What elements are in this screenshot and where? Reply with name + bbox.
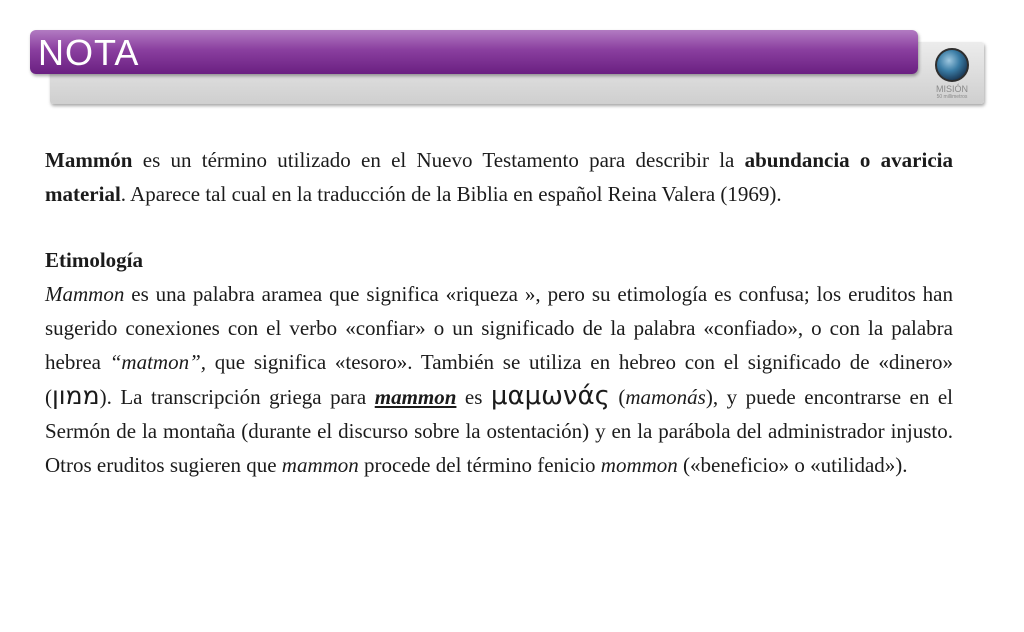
logo-subtitle: 50 millimetros [936,94,968,100]
page-title: NOTA [38,32,140,73]
intro-paragraph: Mammón es un término utilizado en el Nuevo Testamento para describir la abundancia o avaricia material. Aparece tal cual en la traducción de la Biblia en español Reina Valera (1969). [45,148,953,206]
term-abundance: abundancia o avaricia material [45,148,953,206]
etymology-paragraph: Mammon es una palabra aramea que significa «riqueza », pero su etimología es confusa; los eruditos han sugerido conexiones con el verbo «confiar» o un significado de la palabra «confiado», o con la palabra hebrea “matmon”, que significa «tesoro». También se utiliza en hebreo con el significado de «dinero» (ממון). La transcripción griega para mammon es μαμωνάς (mamonás), y puede encontrarse en el Sermón de la montaña (durante el discurso sobre la ostentación) y en la parábola del administrador injusto. Otros eruditos sugieren que mammon procede del término fenicio mommon («beneficio» o «utilidad»). [45,282,954,477]
globe-icon [935,48,969,82]
mision-logo [926,46,978,100]
hebrew-word: ממון [52,381,100,410]
header-banner [30,30,918,74]
greek-word: μαμωνάς [490,381,610,411]
term-mammon: Mammón [45,148,133,172]
etymology-heading: Etimología [45,248,143,272]
logo-name: MISIÓN [935,84,968,94]
note-content [45,143,953,482]
